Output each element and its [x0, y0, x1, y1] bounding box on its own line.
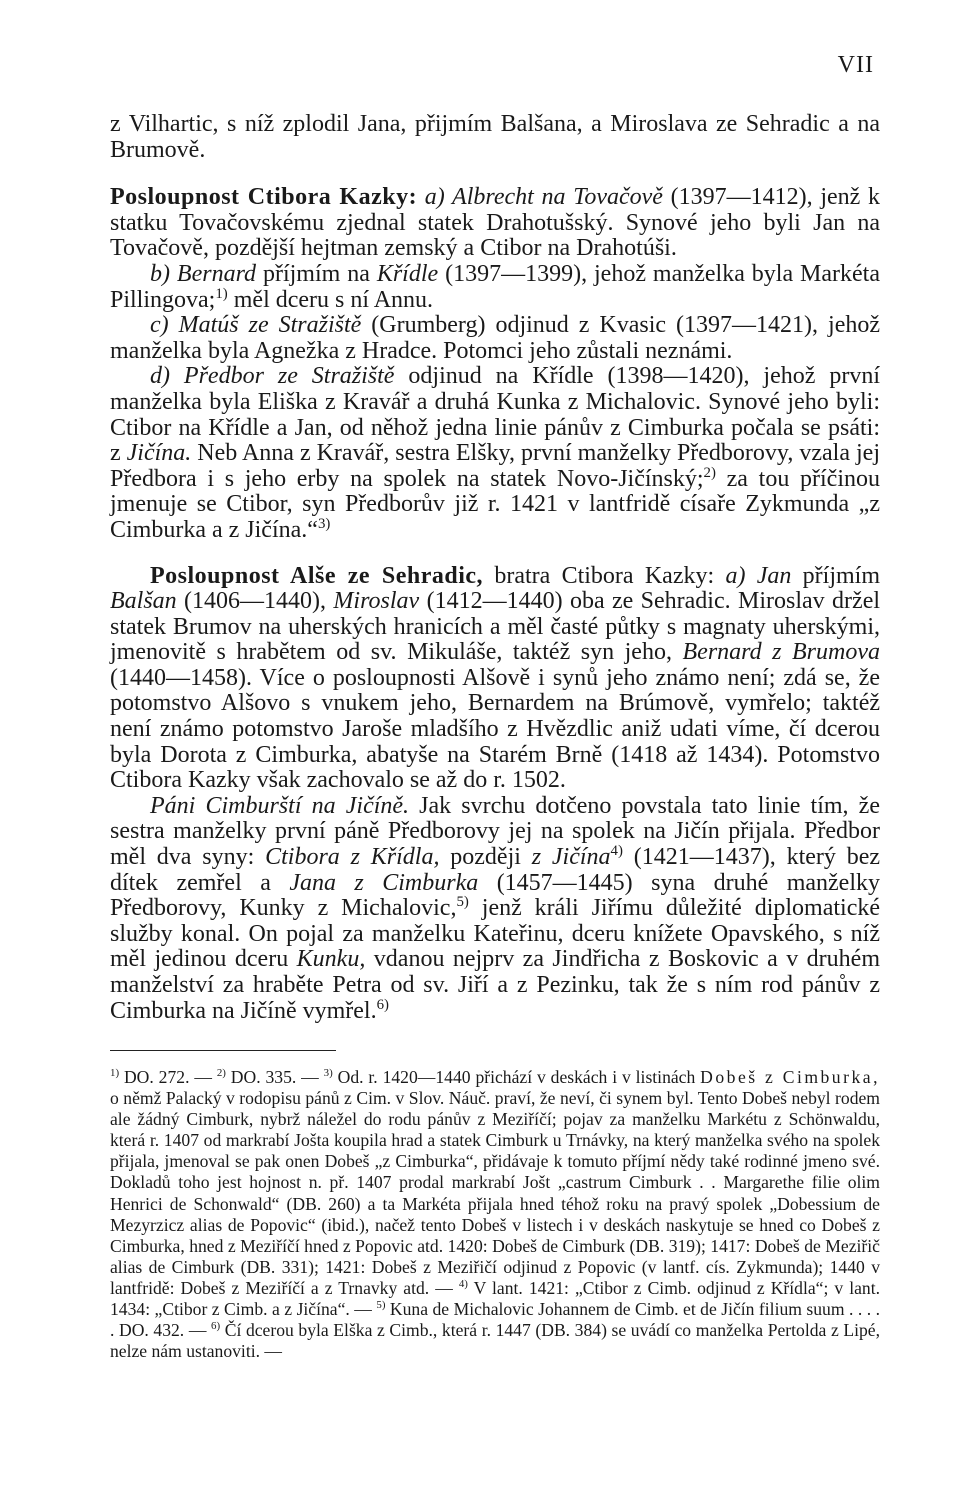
italic-run: a) Jan — [725, 562, 792, 589]
footnotes — [110, 1067, 880, 1362]
italic-run: Miroslav — [333, 588, 420, 615]
italic-run: b) Bernard — [150, 260, 257, 287]
footnote-ref: 4) — [610, 843, 623, 860]
main-text — [110, 112, 880, 1024]
footnote-ref: 1) — [110, 1067, 120, 1080]
italic-run: Balšan — [110, 588, 177, 615]
text-run: (Grumberg) odjinud z Kvasic (1397—1421), jehož manželka byla Agnežka z Hradce. Potomci jeho zůstali neznámi. — [110, 312, 880, 364]
footnote — [110, 1067, 880, 1362]
section-heading: Posloupnost Alše ze Sehradic, — [150, 562, 484, 589]
text-run: V lant. 1421: „Ctibor z Cimb. odjinud z Křídla“; v lant. 1434: „Ctibor z Cimb. a z Jičína“. — — [110, 1277, 880, 1320]
paragraph — [110, 112, 880, 163]
italic-run: d) Předbor ze Stražiště — [150, 363, 395, 390]
paragraph — [110, 564, 880, 794]
paragraph — [110, 262, 880, 313]
text-run: odjinud na Křídle (1398—1420), jehož první manželka byla Eliška z Kravář a druhá Kunka z Michalovic. Synové jeho byli: Ctibor na Křídle a Jan, od něhož jedna linie pánův z Cimburka počala se psáti: z — [110, 363, 881, 467]
footnote-ref: 3) — [317, 515, 331, 532]
footnote-rule — [110, 1050, 336, 1051]
footnote-ref: 4) — [458, 1278, 468, 1291]
paragraph — [110, 313, 880, 364]
section-heading: Posloupnost Ctibora Kazky: — [110, 184, 418, 211]
footnote-ref: 5) — [376, 1299, 386, 1312]
text-run: za tou příčinou jmenuje se Ctibor, syn Předborův již r. 1421 v lantfridě císaře Zykmunda „z Cimburka a z Jičína.“ — [110, 465, 880, 543]
footnote-ref: 6) — [376, 996, 390, 1013]
text-run: Čí dcerou byla Elška z Cimb., která r. 1447 (DB. 384) se uvádí co manželka Pertolda z Lipé, nelze nám ustanoviti. — — [110, 1320, 880, 1362]
italic-run: c) Matúš ze Stražiště — [150, 312, 362, 339]
footnote-ref: 2) — [216, 1067, 226, 1080]
italic-run: Ctibora z Křídla, — [265, 844, 440, 871]
italic-run: z Jičína — [531, 844, 611, 871]
text-run: Neb Anna z Kravář, sestra Elšky, první manželky Předborovy, vzala jej Předbora i s jeho erby na spolek na statek Novo-Jičínský; — [110, 440, 880, 492]
text-run: příjmím na — [256, 260, 377, 287]
paragraph — [110, 364, 880, 543]
footnote-ref: 2) — [703, 464, 716, 481]
text-run: (1412—1440) oba ze Sehradic. Miroslav držel statek Brumov na uherských hranicích a měl časté půtky s magnaty uherskými, jmenovitě s hrabětem od sv. Mikuláše, taktéž syn jeho, — [110, 588, 881, 666]
paragraph — [110, 794, 880, 1024]
footnote-ref: 6) — [211, 1320, 221, 1333]
italic-run: a) Albrecht na Tovačově — [424, 184, 663, 211]
text-run: z Vilhartic, s níž zplodil Jana, přijmím Balšana, a Miroslava ze Sehradic a na Brumově. — [110, 111, 880, 163]
italic-run: Křídle — [376, 260, 439, 287]
italic-run: Jičína. — [126, 440, 192, 467]
italic-run: Bernard z Brumova — [682, 639, 880, 666]
text-run: příjmím — [791, 562, 880, 589]
text-run: o němž Palacký v rodopisu pánů z Cim. v Slov. Náuč. praví, že neví, či synem byl. Tento Dobeš nebyl rodem ale žádný Cimburk, nybrž náležel do rodu pánův z Meziříčí; pojav za manželku Markétu z Schönwaldu, která r. 1407 od markrabí Jošta koupila hrad a statek Cimburk u Trnávky, na který manželka svého na spolek přijala, jmenoval se pak onen Dobeš „z Cimburka“, přidávaje k tomuto příjmí nědy také rodinné jmeno své. Dokladů toho jest hojnost n. př. 1407 prodal markrabí Jošt „castrum Cimburk . . Margarethe filie olim Henrici de Schonwald“ (DB. 260) a ta Markéta přijala hned téhož roku na pravý spolek „Dobessium de Mezyrzicz alias de Popovic“ (ibid.), načež tento Dobeš v listech i v deskách naskytuje se hned co Dobeš z Cimburka, hned z Meziříčí hned z Popovic atd. 1420: Dobeš de Cimburk (DB. 319); 1417: Dobeš de Meziřič alias de Cimburk (DB. 331); 1421: Dobeš z Meziřičí odjinud z Popovic (v lantf. cís. Zykmunda); 1440 v lantfridě: Dobeš z Meziříčí a z Trnavky atd. — — [110, 1088, 880, 1298]
footnote-ref: 5) — [456, 894, 469, 911]
italic-run: Páni Cimburští na Jičíně. — [150, 792, 410, 819]
italic-run: Jana z Cimburka — [289, 869, 479, 896]
text-run: DO. 335. — — [225, 1067, 324, 1087]
text-run: měl dceru s ní Annu. — [227, 286, 434, 313]
text-run: DO. 272. — — [119, 1067, 217, 1087]
text-run: (1421—1437), který bez dítek zemřel a — [110, 844, 881, 896]
text-run: jenž králi Jiřímu důležité diplomatické služby konal. On pojal za manželku Kateřinu, dceru knížete Opavského, s níž měl jedinou dceru — [110, 895, 881, 973]
text-run: (1397—1399), jehož manželka byla Markéta Pillingova; — [110, 260, 880, 313]
paragraph — [110, 185, 880, 262]
text-run: (1440—1458). Více o posloupnosti Alšově i synů jeho známo není; zdá se, že potomstvo Alšovo s vnukem jeho, Bernardem na Brúmově, vymřelo; taktéž není známo potomstvo Jaroše mladšího z Hvězdlic aniž udati víme, čí dcerou byla Dorota z Cimburka, abatyše na Starém Brně (1418 až 1434). Potomstvo Ctibora Kazky však zachovalo se až do r. 1502. — [110, 664, 880, 794]
page-number: VII — [837, 52, 874, 78]
text-run — [417, 184, 425, 210]
text-run: (1457—1445) syna druhé manželky Předborovy, Kunky z Michalovic, — [110, 869, 880, 922]
text-run: Kuna de Michalovic Johannem de Cimb. et de Jičín filium suum . . . . . DO. 432. — — [110, 1299, 880, 1341]
text-run: vdanou nejprv za Jindřicha z Boskovic a v druhém manželství za hraběte Petra od sv. Jiří a z Pezinku, tak že s ním rod pánův z Cimburka na Jičíně vymřel. — [110, 946, 880, 1024]
spaced-run: Dobeš z Cimburka, — [700, 1067, 880, 1087]
text-run: bratra Ctibora Kazky: — [483, 562, 726, 589]
text-run: později — [439, 844, 532, 871]
footnote-ref: 3) — [323, 1067, 333, 1080]
text-run: Od. r. 1420—1440 přichází v deskách i v listinách — [332, 1067, 701, 1087]
text-run: Jak svrchu dotčeno povstala tato linie tím, že sestra manželky první páně Předborovy jej na spolek na Jičín přijala. Předbor měl dva syny: — [110, 792, 880, 871]
text-run: (1397—1412), jenž k statku Tovačovskému zjednal statek Drahotušský. Synové jeho byli Jan na Tovačově, pozdější hejtman zemský a Ctibor na Drahotúši. — [110, 184, 880, 262]
text-run: (1406—1440), — [176, 588, 334, 615]
italic-run: Kunku, — [296, 946, 366, 973]
footnote-ref: 1) — [215, 285, 228, 302]
